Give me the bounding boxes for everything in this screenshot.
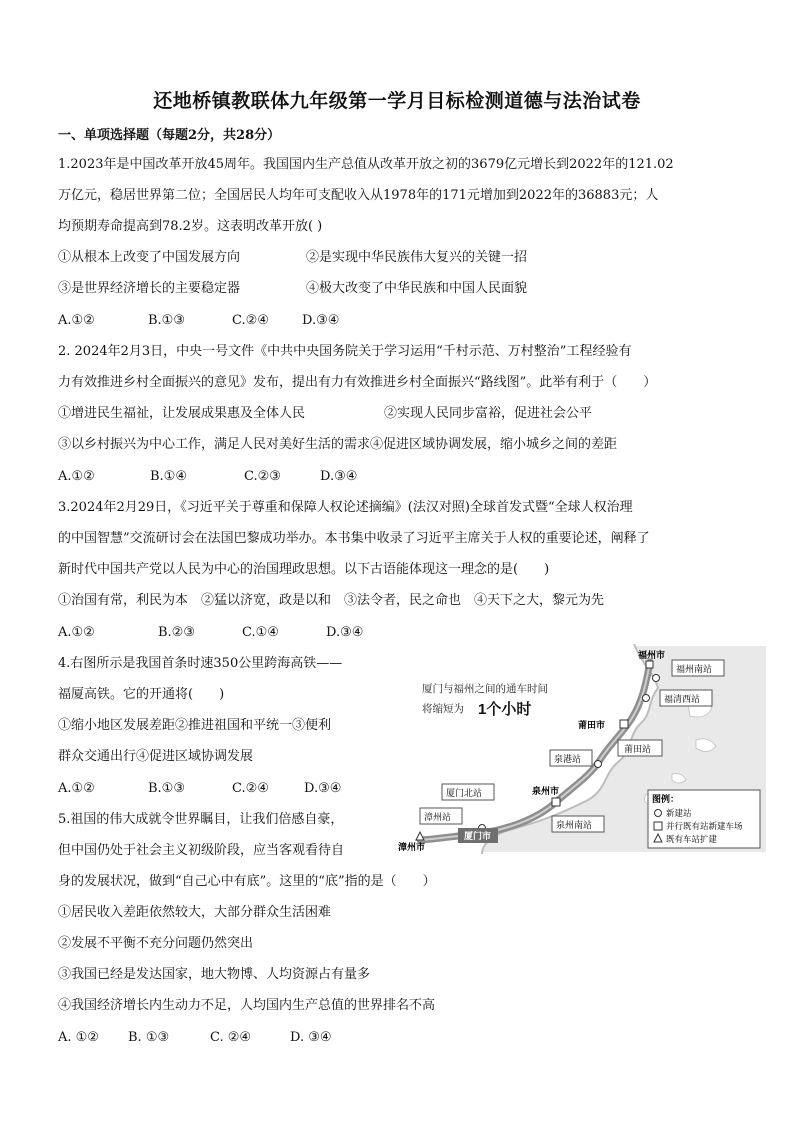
q5-line-3: 身的发展状况，做到“自己心中有底”。这里的“底”指的是（ ） xyxy=(58,874,436,889)
q1-options xyxy=(58,314,339,327)
city-fuzhou: 福州市 xyxy=(638,650,666,660)
station-marker-quangang xyxy=(595,761,602,768)
q1-line-2: 万亿元，稳居世界第二位；全国居民人均年可支配收入从1978年的171元增加到2022年的36883元；人 xyxy=(58,188,659,203)
q5-option-c[interactable]: C. ②④ xyxy=(210,1030,252,1045)
q2-option-a[interactable]: A.①② xyxy=(58,469,95,484)
legend-expand: 既有车站扩建 xyxy=(666,834,718,844)
q1-option-a[interactable]: A.①② xyxy=(58,313,95,328)
legend-parallel: 并行既有站新建车场 xyxy=(666,821,743,831)
map-headline-1: 厦门与福州之间的通车时间 xyxy=(422,683,548,695)
q1-statement-3: ③是世界经济增长的主要稳定器 xyxy=(58,281,241,296)
q4-option-d[interactable]: D.③④ xyxy=(304,781,342,796)
station-xiamen-north: 厦门北站 xyxy=(446,788,483,798)
q3-line-3: 新时代中国共产党以人民为中心的治国理政思想。以下古语能体现这一理念的是( ) xyxy=(58,562,550,577)
city-quanzhou: 泉州市 xyxy=(532,786,560,796)
station-quangang: 泉港站 xyxy=(554,754,582,764)
q4-option-a[interactable]: A.①② xyxy=(58,781,95,796)
q4-line-1: 4.右图所示是我国首条时速350公里跨海高铁—— xyxy=(58,656,343,671)
q2-line-2: 力有效推进乡村全面振兴的意见》发布，提出有力有效推进乡村全面振兴“路线图”。此举有利于（ ） xyxy=(58,375,657,390)
city-xiamen: 厦门市 xyxy=(464,831,492,841)
q1-statements-row-1 xyxy=(58,251,527,264)
q1-statement-1: ①从根本上改变了中国发展方向 xyxy=(58,250,241,265)
q2-line-1: 2. 2024年2月3日，中央一号文件《中共中央国务院关于学习运用“千村示范、万村整治”工程经验有 xyxy=(58,344,632,359)
station-marker-fuqing-west xyxy=(643,695,650,702)
map-headline-2b: 1个小时 xyxy=(478,701,532,718)
fuxia-railway-map xyxy=(396,644,766,854)
q3-statements: ①治国有常，利民为本 ②猛以济宽，政是以和 ③法令者，民之命也 ④天下之大，黎元为先 xyxy=(58,593,605,608)
q2-statements-row-2: ③以乡村振兴为中心工作，满足人民对美好生活的需求④促进区域协调发展，缩小城乡之间的差距 xyxy=(58,437,618,452)
q3-line-2: 的中国智慧”交流研讨会在法国巴黎成功举办。本书集中收录了习近平主席关于人权的重要论述，阐释了 xyxy=(58,531,650,546)
legend-new-icon xyxy=(655,810,662,817)
q3-option-c[interactable]: C.①④ xyxy=(242,625,279,640)
q1-option-b[interactable]: B.①③ xyxy=(148,313,185,328)
q3-option-d[interactable]: D.③④ xyxy=(326,625,364,640)
q5-option-d[interactable]: D. ③④ xyxy=(290,1030,332,1045)
q3-line-1: 3.2024年2月29日，《习近平关于尊重和保障人权论述摘编》(法汉对照)全球首发式暨“全球人权治理 xyxy=(58,500,633,515)
q2-options xyxy=(58,470,357,483)
q4-option-c[interactable]: C.②④ xyxy=(232,781,269,796)
q2-option-c[interactable]: C.②③ xyxy=(244,469,281,484)
q5-statement-1: ①居民收入差距依然较大，大部分群众生活困难 xyxy=(58,905,332,920)
q1-option-d[interactable]: D.③④ xyxy=(302,313,340,328)
q5-statement-3: ③我国已经是发达国家，地大物博、人均资源占有量多 xyxy=(58,967,371,982)
q2-option-d[interactable]: D.③④ xyxy=(320,469,358,484)
q4-option-b[interactable]: B.①③ xyxy=(148,781,185,796)
legend-title: 图例： xyxy=(652,794,680,804)
q5-line-1: 5.祖国的伟大成就令世界瞩目，让我们倍感自豪， xyxy=(58,812,344,827)
q2-statements-row-1 xyxy=(58,407,592,420)
q4-line-3: ①缩小地区发展差距②推进祖国和平统一③便利 xyxy=(58,718,332,733)
q1-statement-4: ④极大改变了中华民族和中国人民面貌 xyxy=(306,281,528,296)
q5-option-a[interactable]: A. ①② xyxy=(58,1030,99,1045)
station-marker-quanzhou xyxy=(552,798,560,806)
city-putian: 莆田市 xyxy=(578,720,606,730)
q3-option-b[interactable]: B.②③ xyxy=(158,625,195,640)
station-zhangzhou: 漳州站 xyxy=(424,812,452,822)
station-quanzhou-south: 泉州南站 xyxy=(556,820,593,830)
station-fuqing-west: 福清西站 xyxy=(664,694,701,704)
legend-new: 新建站 xyxy=(666,808,692,818)
q1-statement-2: ②是实现中华民族伟大复兴的关键一招 xyxy=(306,250,528,265)
station-marker-fuzhou xyxy=(646,661,653,668)
q2-statement-2: ②实现人民同步富裕，促进社会公平 xyxy=(384,406,593,421)
q4-line-2: 福厦高铁。它的开通将( ) xyxy=(58,687,225,702)
q2-option-b[interactable]: B.①④ xyxy=(150,469,187,484)
station-putian: 莆田站 xyxy=(624,744,652,754)
q5-option-b[interactable]: B. ①③ xyxy=(128,1030,170,1045)
q4-line-4: 群众交通出行④促进区域协调发展 xyxy=(58,749,254,764)
station-marker-putian xyxy=(620,720,628,728)
legend-parallel-icon xyxy=(654,822,662,830)
q1-statements-row-2 xyxy=(58,282,527,295)
q1-line-1: 1.2023年是中国改革开放45周年。我国国内生产总值从改革开放之初的3679亿元增长到2022年的121.02 xyxy=(58,157,674,172)
q2-statement-1: ①增进民生福祉，让发展成果惠及全体人民 xyxy=(58,406,306,421)
q3-options xyxy=(58,626,363,639)
station-fuzhou-south: 福州南站 xyxy=(676,664,713,674)
q5-line-2: 但中国仍处于社会主义初级阶段，应当客观看待自 xyxy=(58,843,345,858)
q5-options xyxy=(58,1031,332,1044)
q5-statement-2: ②发展不平衡不充分问题仍然突出 xyxy=(58,936,254,951)
q4-options xyxy=(58,782,341,795)
map-headline-2a: 将缩短为 xyxy=(422,703,464,715)
q1-line-3: 均预期寿命提高到78.2岁。这表明改革开放( ) xyxy=(58,219,323,234)
q3-option-a[interactable]: A.①② xyxy=(58,625,95,640)
section-heading: 一、单项选择题（每题2分，共28分） xyxy=(58,128,281,143)
q5-statement-4: ④我国经济增长内生动力不足，人均国内生产总值的世界排名不高 xyxy=(58,998,436,1013)
city-zhangzhou: 漳州市 xyxy=(398,842,426,852)
station-marker-fuzhou-south xyxy=(653,675,660,682)
q1-option-c[interactable]: C.②④ xyxy=(232,313,269,328)
exam-title: 还地桥镇教联体九年级第一学月目标检测道德与法治试卷 xyxy=(153,90,641,112)
